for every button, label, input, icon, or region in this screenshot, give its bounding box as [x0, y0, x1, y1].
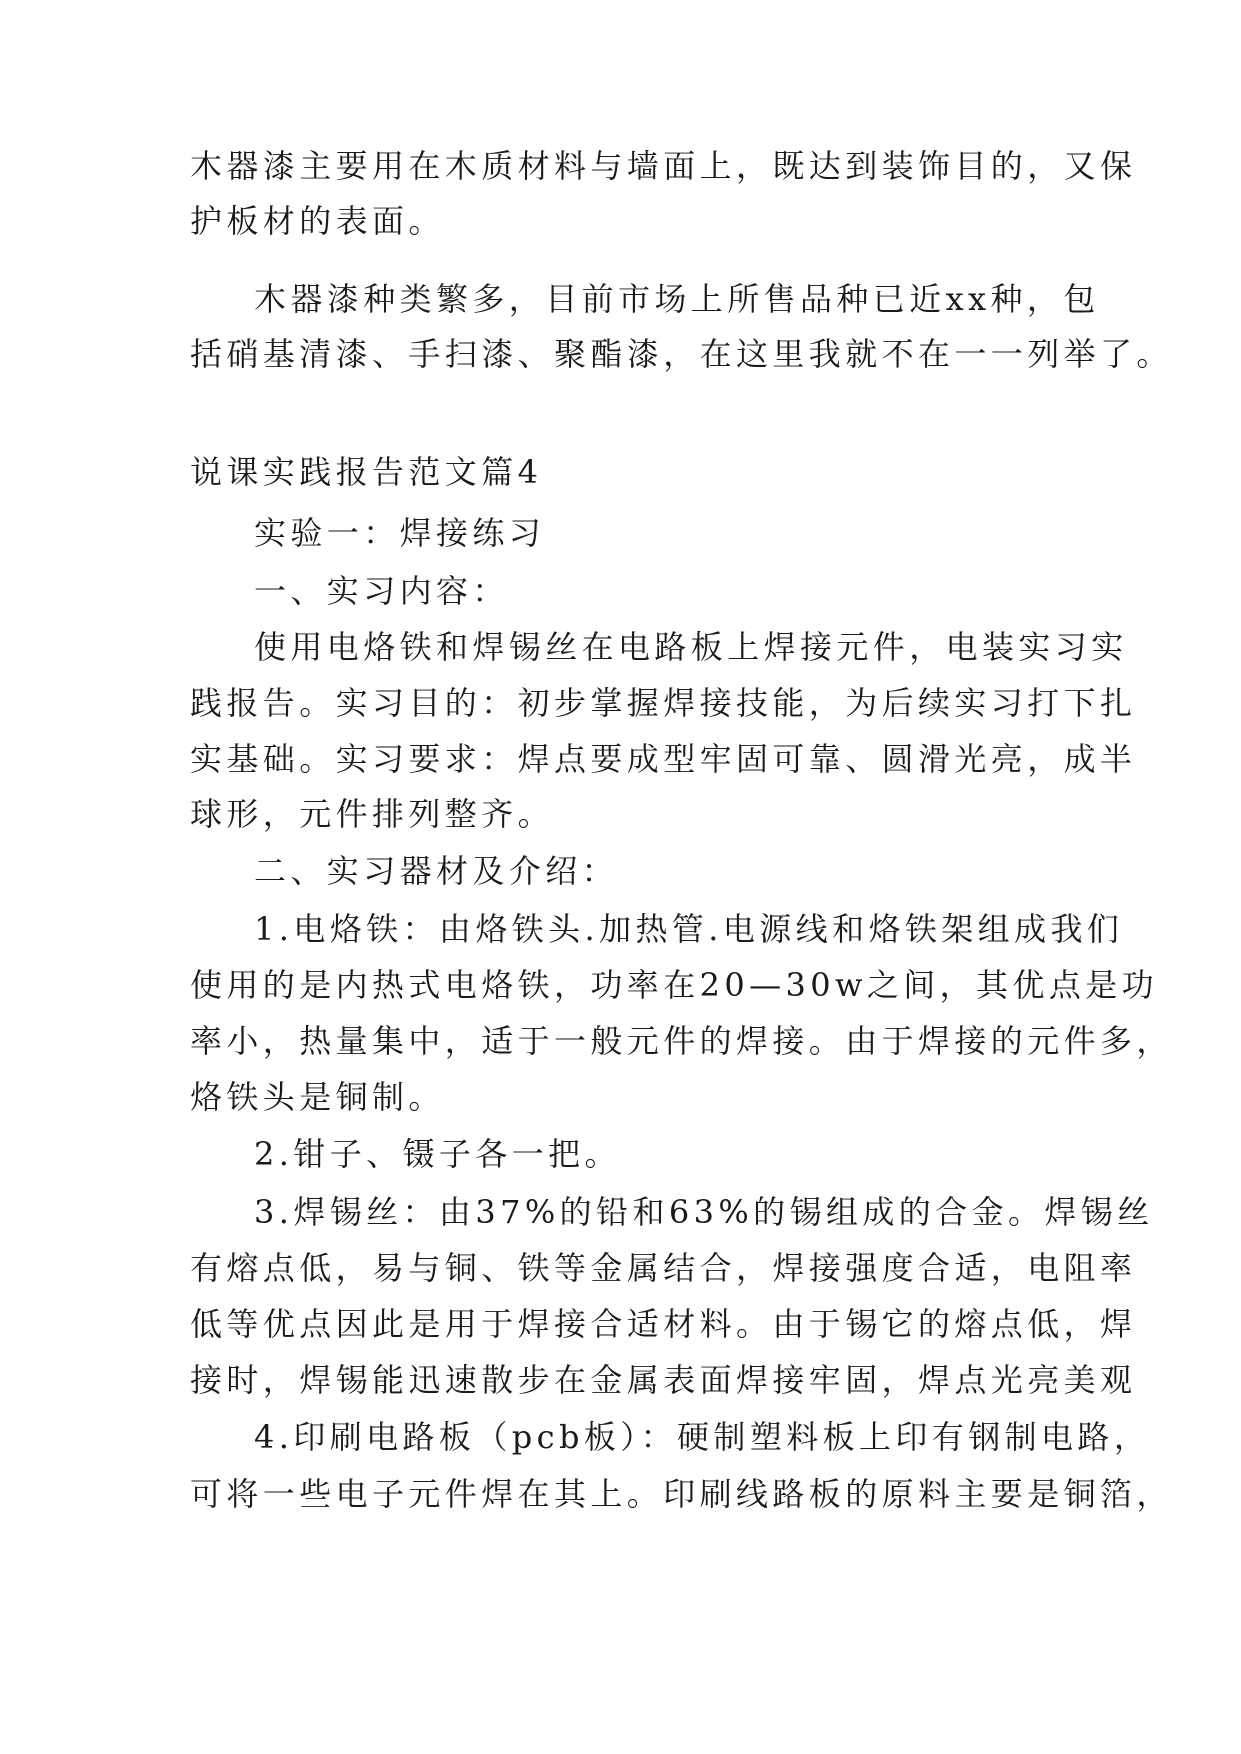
- text-line-21: 接时，焊锡能迅速散步在金属表面焊接牢固，焊点光亮美观: [190, 1361, 1137, 1399]
- text-line-17: 2.钳子、镊子各一把。: [254, 1135, 621, 1173]
- text-line-20: 低等优点因此是用于焊接合适材料。由于锡它的熔点低，焊: [190, 1305, 1137, 1343]
- text-line-14: 使用的是内热式电烙铁，功率在20—30w之间，其优点是功: [190, 966, 1159, 1004]
- text-line-6: 实验一：焊接练习: [254, 514, 546, 552]
- text-line-3: 木器漆种类繁多，目前市场上所售品种已近xx种，包: [254, 280, 1100, 318]
- text-line-12: 二、实习器材及介绍：: [254, 852, 619, 890]
- text-line-7: 一、实习内容：: [254, 572, 509, 610]
- text-line-19: 有熔点低，易与铜、铁等金属结合，焊接强度合适，电阻率: [190, 1249, 1137, 1287]
- text-line-15: 率小，热量集中，适于一般元件的焊接。由于焊接的元件多，: [190, 1022, 1173, 1060]
- text-line-16: 烙铁头是铜制。: [190, 1078, 445, 1116]
- text-line-1: 木器漆主要用在木质材料与墙面上，既达到装饰目的，又保: [190, 147, 1137, 185]
- text-line-2: 护板材的表面。: [190, 202, 445, 240]
- section-heading: 说课实践报告范文篇4: [190, 453, 543, 491]
- text-line-9: 践报告。实习目的：初步掌握焊接技能，为后续实习打下扎: [190, 684, 1137, 722]
- text-line-18: 3.焊锡丝：由37%的铅和63%的锡组成的合金。焊锡丝: [254, 1193, 1154, 1231]
- text-line-8: 使用电烙铁和焊锡丝在电路板上焊接元件，电装实习实: [254, 628, 1128, 666]
- text-line-22: 4.印刷电路板（pcb板）：硬制塑料板上印有钢制电路，: [254, 1418, 1151, 1456]
- text-line-11: 球形，元件排列整齐。: [190, 795, 555, 833]
- text-line-13: 1.电烙铁：由烙铁头.加热管.电源线和烙铁架组成我们: [254, 910, 1124, 948]
- text-line-4: 括硝基清漆、手扫漆、聚酯漆，在这里我就不在一一列举了。: [190, 335, 1173, 373]
- text-line-10: 实基础。实习要求：焊点要成型牢固可靠、圆滑光亮，成半: [190, 740, 1137, 778]
- text-line-23: 可将一些电子元件焊在其上。印刷线路板的原料主要是铜箔，: [190, 1475, 1173, 1513]
